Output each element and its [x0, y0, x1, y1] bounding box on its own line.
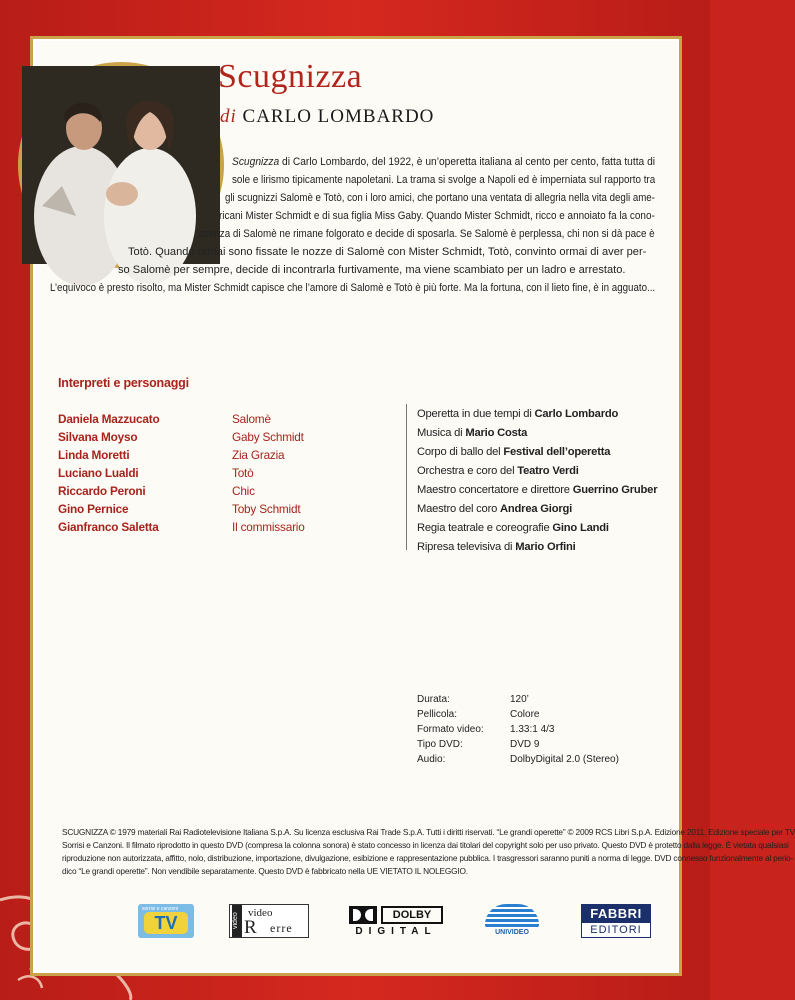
- video-side-text: video: [232, 905, 242, 937]
- spec-value: 120’: [510, 694, 529, 705]
- logo-small-text: sorrisi e canzoni: [142, 906, 179, 912]
- role-name: Gaby Schmidt: [232, 430, 304, 444]
- role-name: Zia Grazia: [232, 448, 285, 462]
- synopsis-line: sole e lirismo tipicamente napoletani. La trama si svolge a Napoli ed è imperniata sul rapporto tra: [232, 174, 656, 186]
- actor-name: Daniela Mazzucato: [58, 412, 160, 426]
- cast-heading: Interpreti e personaggi: [58, 376, 189, 390]
- performance-photo: [18, 62, 224, 268]
- role-name: Totò: [232, 466, 254, 480]
- actor-name: Silvana Moyso: [58, 430, 138, 444]
- fabbri-text: FABBRI: [582, 905, 650, 923]
- role-name: Il commissario: [232, 520, 305, 534]
- spec-key: Durata:: [417, 694, 450, 705]
- credit-label: Ripresa televisiva di: [417, 541, 516, 553]
- credits-divider: [406, 404, 407, 550]
- title: Scugnizza: [218, 58, 363, 95]
- credit-line: [417, 522, 609, 534]
- spec-key: Formato video:: [417, 724, 484, 735]
- legal-line: riproduzione non autorizzata, affitto, nolo, distribuzione, importazione, divulgazione, esibizione e rappresentazione pubblica. I trasgressori saranno puniti a norma di legge. DVD connesso funzionalmente al perio-: [62, 853, 794, 863]
- actor-name: Linda Moretti: [58, 448, 130, 462]
- univideo-text: UNIVIDEO: [495, 929, 529, 936]
- spec-value: Colore: [510, 709, 540, 720]
- credit-label: Operetta in due tempi di: [417, 408, 535, 420]
- dolby-dd-icon: [349, 906, 377, 924]
- subtitle: [220, 106, 434, 128]
- dolby-digital-logo: [347, 904, 445, 938]
- performers-image: [22, 66, 220, 264]
- actor-name: Luciano Lualdi: [58, 466, 139, 480]
- actor-name: Riccardo Peroni: [58, 484, 146, 498]
- legal-line: SCUGNIZZA © 1979 materiali Rai Radiotelevisione Italiana S.p.A. Su licenza esclusiva Rai Trade S.p.A. Tutti i diritti riservati. “Le grandi operette” © 2009 RCS Libri S.p.A. Edizione 2011. Edizione speciale per TV: [62, 827, 795, 837]
- credit-label: Maestro del coro: [417, 503, 501, 515]
- tv-sorrisi-logo: [138, 904, 194, 938]
- credit-line: [417, 446, 610, 458]
- synopsis-line: ricani Mister Schmidt e di sua figlia Miss Gaby. Quando Mister Schmidt, ricco e annoiato fa la cono-: [219, 210, 655, 222]
- spec-key: Tipo DVD:: [417, 739, 463, 750]
- actor-name: Gianfranco Saletta: [58, 520, 159, 534]
- erre-text: erre: [270, 921, 293, 935]
- legal-line: dico “Le grandi operette”. Non vendibile separatamente. Questo DVD è fabbricato nella UE VIETATO IL NOLEGGIO.: [62, 866, 468, 876]
- role-name: Salomè: [232, 412, 271, 426]
- credit-value: Guerrino Gruber: [572, 484, 658, 496]
- univideo-logo: [481, 904, 543, 938]
- fabbri-editori-logo: [581, 904, 651, 938]
- credit-line: [417, 465, 579, 477]
- synopsis-line: so Salomè per sempre, decide di incontrarla furtivamente, ma viene scambiato per un ladro e arrestato.: [118, 264, 626, 276]
- synopsis-line: scenza di Salomè ne rimane folgorato e decide di sposarla. Se Salomè è perplessa, chi non si dà pace è: [199, 228, 655, 240]
- credit-value: Festival dell’operetta: [503, 446, 611, 458]
- spec-key: Pellicola:: [417, 709, 458, 720]
- role-name: Toby Schmidt: [232, 502, 301, 516]
- legal-line: Sorrisi e Canzoni. Il filmato riprodotto in questo DVD (compresa la colonna sonora) è stato concesso in licenza dai titolari del copyright solo per uso privato. Questo DVD è protetto dalla legge. È vietata qualsiasi: [62, 840, 789, 850]
- credit-line: [417, 484, 657, 496]
- credit-label: Corpo di ballo del: [417, 446, 504, 458]
- credit-value: Mario Orfini: [515, 541, 576, 553]
- credit-line: [417, 427, 527, 439]
- synopsis-line: [232, 156, 655, 168]
- credit-label: Maestro concertatore e direttore: [417, 484, 573, 496]
- credit-label: Musica di: [417, 427, 466, 439]
- credit-value: Teatro Verdi: [517, 465, 579, 477]
- synopsis-line: gli scugnizzi Salomè e Totò, con i loro amici, che portano una ventata di allegria nella vita degli ame-: [225, 192, 655, 204]
- credit-line: [417, 541, 576, 553]
- video-main-text: video: [248, 907, 273, 919]
- role-name: Chic: [232, 484, 255, 498]
- synopsis-line: Totò. Quando ormai sono fissate le nozze di Salomè con Mister Schmidt, Totò, convinto ormai di aver per-: [128, 246, 647, 258]
- digital-text: DIGITAL: [355, 926, 437, 937]
- credit-value: Mario Costa: [465, 427, 528, 439]
- credit-value: Gino Landi: [552, 522, 609, 534]
- subtitle-prefix: di: [220, 106, 237, 127]
- spec-key: Audio:: [417, 754, 446, 765]
- credit-label: Orchestra e coro del: [417, 465, 518, 477]
- tv-logo-text: TV: [144, 912, 188, 934]
- credit-value: Carlo Lombardo: [534, 408, 619, 420]
- spec-value: DolbyDigital 2.0 (Stereo): [510, 754, 619, 765]
- credit-label: Regia teatrale e coreografie: [417, 522, 553, 534]
- video-erre-logo: video video R erre: [229, 904, 307, 938]
- synopsis-line: L’equivoco è presto risolto, ma Mister Schmidt capisce che l’amore di Salomè e Totò è più forte. Ma la fortuna, con il lieto fine, è in agguato...: [50, 282, 656, 294]
- synopsis-title-italic: Scugnizza: [232, 156, 280, 168]
- editori-text: EDITORI: [590, 924, 642, 936]
- credit-line: [417, 503, 572, 515]
- actor-name: Gino Pernice: [58, 502, 129, 516]
- credit-line: [417, 408, 618, 420]
- synopsis-text: di Carlo Lombardo, del 1922, è un’operetta italiana al cento per cento, fatta tutta di: [279, 156, 656, 168]
- spec-value: DVD 9: [510, 739, 540, 750]
- credit-value: Andrea Giorgi: [500, 503, 573, 515]
- univideo-globe-icon: [485, 904, 539, 928]
- dolby-text: DOLBY: [381, 906, 443, 924]
- spec-value: 1.33:1 4/3: [510, 724, 555, 735]
- subtitle-author: CARLO LOMBARDO: [242, 106, 435, 127]
